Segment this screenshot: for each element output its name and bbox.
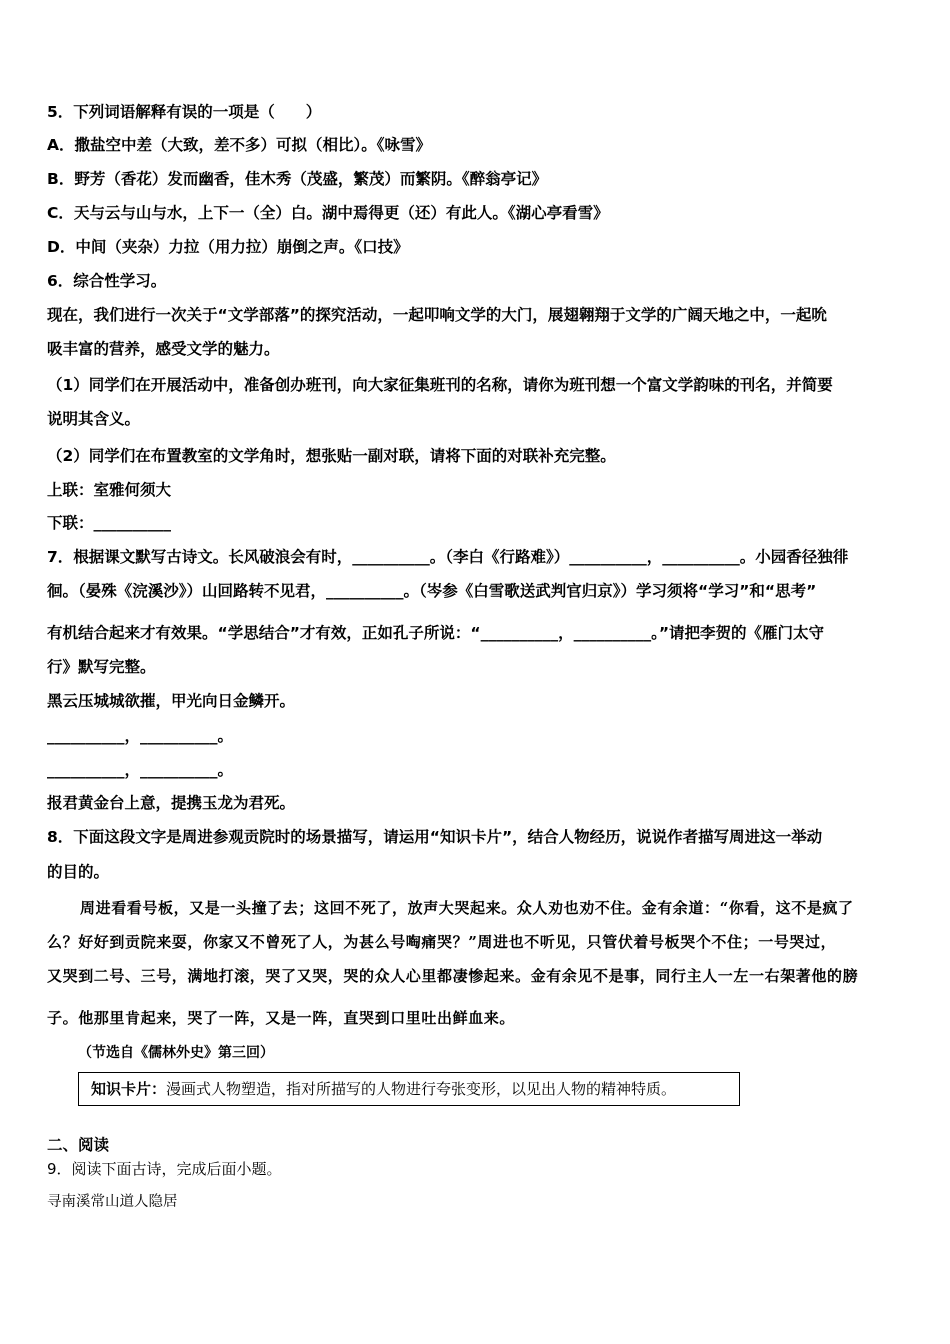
q6-intro-line: 吸丰富的营养，感受文学的魅力。 bbox=[47, 340, 280, 358]
knowledge-card bbox=[78, 1072, 740, 1106]
q6-intro-line: 现在，我们进行一次关于“文学部落”的探究活动，一起叩响文学的大门，展翅翱翔于文学的广阔天地之中，一起吮 bbox=[47, 306, 827, 324]
passage-line: 么？好好到贡院来耍，你家又不曾死了人，为甚么号啕痛哭？”周进也不听见，只管伏着号板哭个不住；一号哭过， bbox=[47, 933, 837, 951]
q5-option-b: B．野芳（香花）发而幽香，佳木秀（茂盛，繁茂）而繁阴。《醉翁亭记》 bbox=[47, 170, 548, 188]
poem-line: 黑云压城城欲摧，甲光向日金鳞开。 bbox=[47, 692, 296, 710]
q6-sub2: （2）同学们在布置教室的文学角时，想张贴一副对联，请将下面的对联补充完整。 bbox=[47, 447, 616, 465]
card-text: 漫画式人物塑造，指对所描写的人物进行夸张变形，以见出人物的精神特质。 bbox=[166, 1080, 677, 1098]
couplet-upper: 上联：室雅何须大 bbox=[47, 481, 172, 499]
q5-option-d: D．中间（夹杂）力拉（用力拉）崩倒之声。《口技》 bbox=[47, 238, 409, 256]
poem-line-blank: __________，__________。 bbox=[47, 761, 234, 779]
q5-option-a: A．撒盐空中差（大致，差不多）可拟（相比）。《咏雪》 bbox=[47, 136, 431, 154]
poem-line: 报君黄金台上意，提携玉龙为君死。 bbox=[47, 794, 296, 812]
passage-line: 又哭到二号、三号，满地打滚，哭了又哭，哭的众人心里都凄惨起来。金有余见不是事，同行主人一左一右架著他的膀 bbox=[47, 967, 859, 985]
q5-stem: 5．下列词语解释有误的一项是（ ） bbox=[47, 103, 322, 121]
poem-line-blank: __________，__________。 bbox=[47, 727, 234, 745]
q8-stem-line: 的目的。 bbox=[47, 863, 110, 881]
section-title: 二、阅读 bbox=[47, 1136, 110, 1154]
passage-line: 子。他那里肯起来，哭了一阵，又是一阵，直哭到口里吐出鲜血来。 bbox=[47, 1009, 516, 1027]
couplet-lower: 下联：__________ bbox=[47, 514, 172, 532]
q5-option-c: C．天与云与山与水，上下一（全）白。湖中焉得更（还）有此人。《湖心亭看雪》 bbox=[47, 204, 609, 222]
poem-title: 寻南溪常山道人隐居 bbox=[47, 1194, 178, 1210]
card-label: 知识卡片： bbox=[91, 1080, 167, 1098]
passage-line: 周进看看号板，又是一头撞了去；这回不死了，放声大哭起来。众人劝也劝不住。金有余道：“你看，这不是疯了 bbox=[80, 899, 854, 917]
q6-sub1-line: 说明其含义。 bbox=[47, 410, 141, 428]
passage-source: （节选自《儒林外史》第三回） bbox=[78, 1045, 274, 1061]
q8-stem-line: 8．下面这段文字是周进参观贡院时的场景描写，请运用“知识卡片”，结合人物经历，说说作者描写周进这一举动 bbox=[47, 828, 823, 846]
q7-line: 徊。（晏殊《浣溪沙》）山回路转不见君，__________。（岑参《白雪歌送武判官归京》）学习须将“学习”和“思考” bbox=[47, 582, 817, 600]
q9-stem: 9．阅读下面古诗，完成后面小题。 bbox=[47, 1160, 282, 1178]
q6-sub1-line: （1）同学们在开展活动中，准备创办班刊，向大家征集班刊的名称，请你为班刊想一个富文学韵味的刊名，并简要 bbox=[47, 376, 833, 394]
q7-line: 行》默写完整。 bbox=[47, 658, 156, 676]
q7-line: 有机结合起来才有效果。“学思结合”才有效，正如孔子所说：“__________，__________。”请把李贺的《雁门太守 bbox=[47, 624, 825, 642]
q7-line: 7．根据课文默写古诗文。长风破浪会有时，__________。（李白《行路难》）__________，__________。小园香径独徘 bbox=[47, 548, 849, 566]
q6-stem: 6．综合性学习。 bbox=[47, 272, 167, 290]
